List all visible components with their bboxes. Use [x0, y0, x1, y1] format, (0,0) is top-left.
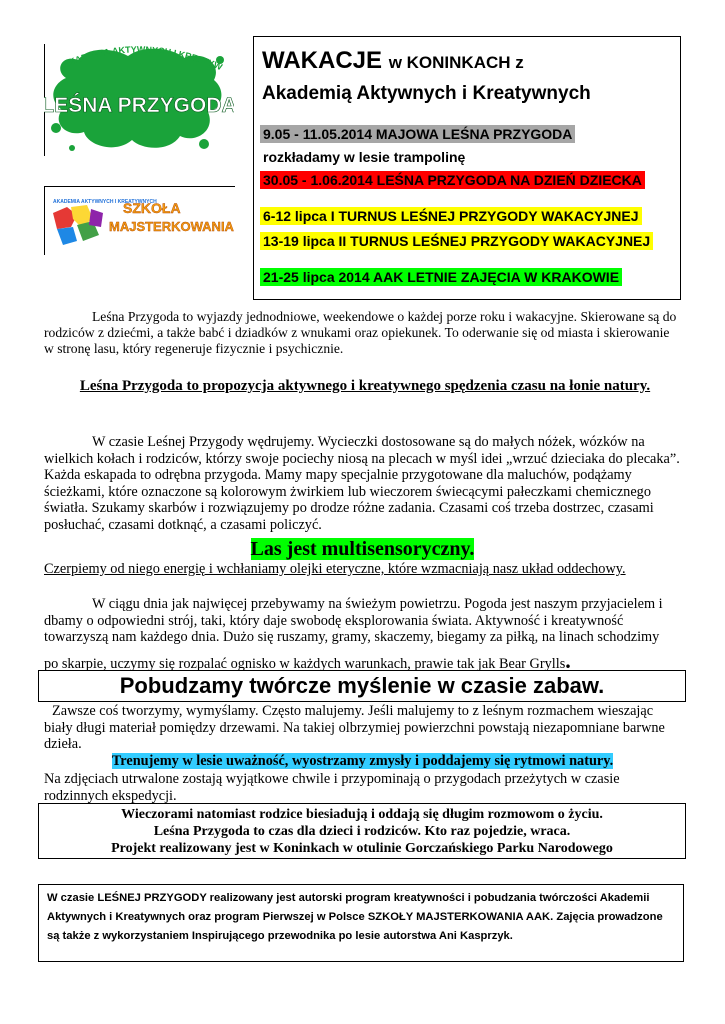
majsterkowania-text: MAJSTERKOWANIA [109, 219, 234, 234]
header-subtitle: Akademią Aktywnych i Kreatywnych [262, 83, 591, 104]
heading-multisensory [0, 538, 725, 560]
outdoor-dot: . [565, 648, 571, 673]
outdoor-last-line: po skarpie, uczymy się rozpalać ognisko w każdych warunkach, prawie tak jak Bear Grylls [44, 656, 566, 672]
header-box [253, 36, 681, 300]
event-turnus-1: 6-12 lipca I TURNUS LEŚNEJ PRZYGODY WAKACYJNEJ [260, 207, 642, 225]
footer-box: W czasie LEŚNEJ PRZYGODY realizowany jest autorski program kreatywności i pobudzania twórczości Akademii Aktywnych i Kreatywnych oraz program Pierwszej w Polsce SZKOŁY MAJSTERKOWANIA AAK. Zajęcia prowadzone są także z wykorzystaniem Inspirującego przewodnika po lesie autorstwa Ani Kasprzyk. [38, 884, 684, 962]
lesna-przygoda-logo [44, 40, 234, 160]
event-trampolina: rozkładamy w lesie trampolinę [263, 149, 466, 165]
event-turnus-2: 13-19 lipca II TURNUS LEŚNEJ PRZYGODY WAKACYJNEJ [260, 232, 653, 250]
logo-main-text: LEŚNA PRZYGODA [44, 94, 234, 117]
mindfulness-line [0, 753, 725, 770]
szkola-text: SZKOŁA [123, 200, 181, 216]
intro-paragraph: Leśna Przygoda to wyjazdy jednodniowe, weekendowe o każdej porze roku i wakacyjne. Skierowane są do rodziców z dziećmi, a także babć i dziadków z wnukami oraz opiekunek. To oderwanie się od miasta i skierowanie w stronę lasu, który regeneruje fizycznie i psychicznie. [44, 309, 677, 356]
energy-paragraph: Czerpiemy od niego energię i wchłaniamy olejki eteryczne, które wzmacniają nasz układ oddechowy. [44, 561, 626, 577]
summary-line-project: Projekt realizowany jest w Koninkach w otulinie Gorczańskiego Parku Narodowego [111, 841, 613, 856]
painting-paragraph: Zawsze coś tworzymy, wymyślamy. Często malujemy. Jeśli malujemy to z leśnym rozmachem wieszając biały długi materiał pomiędzy drzewami. Na takiej olbrzymiej powierzchni powstają niezapomniane barwne dzieła. [44, 703, 665, 752]
event-krakow: 21-25 lipca 2014 AAK LETNIE ZAJĘCIA W KRAKOWIE [260, 268, 622, 286]
header-title [262, 47, 524, 75]
heading-proposal: Leśna Przygoda to propozycja aktywnego i kreatywnego spędzenia czasu na łonie natury. [79, 378, 651, 394]
logo-top-text: AKADEMIA AKTYWNYCH I KREATYW [61, 44, 224, 73]
summary-line-evenings: Wieczorami natomiast rodzice biesiadują i oddają się długim rozmowom o życiu. [121, 807, 603, 822]
heading-creative-thinking: Pobudzamy twórcze myślenie w czasie zabaw. [38, 670, 686, 702]
szkola-majsterkowania-logo [44, 186, 235, 255]
title-wakacje: WAKACJE [262, 47, 383, 74]
wandering-paragraph: W czasie Leśnej Przygody wędrujemy. Wycieczki dostosowane są do małych nóżek, wózków na wielkich kołach i rodziców, którzy swoje pociechy niosą na plecach w myśl idei „wrzuć dzieciaka do plecaka”. Każda eskapada to odrębna przygoda. Mamy mapy specjalnie przygotowane dla maluchów, podążamy ścieżkami, które oznaczone są kolorowym żwirkiem lub wieczorem świecącymi pałeczkami chemicznego światła. Szukamy skarbów i rozwiązujemy po drodze różne zadania. Czasami coś trzeba dostrzec, czasami posłuchać, czasami dotknąć, a czasami policzyć. [44, 434, 680, 533]
event-dzien-dziecka: 30.05 - 1.06.2014 LEŚNA PRZYGODA NA DZIEŃ DZIECKA [260, 171, 645, 189]
szkola-small-text: AKADEMIA AKTYWNYCH I KREATYWNYCH [53, 199, 157, 205]
summary-line-time: Leśna Przygoda to czas dla dzieci i rodziców. Kto raz pojedzie, wraca. [153, 824, 571, 839]
summary-box [38, 803, 686, 859]
photos-paragraph: Na zdjęciach utrwalone zostają wyjątkowe chwile i przypominają o przygodach przeżytych w czasie rodzinnych ekspedycji. [44, 771, 620, 804]
title-location: w KONINKACH z [388, 53, 524, 72]
event-majowa: 9.05 - 11.05.2014 MAJOWA LEŚNA PRZYGODA [260, 125, 575, 143]
mindfulness-text: Trenujemy w lesie uważność, wyostrzamy zmysły i poddajemy się rytmowi natury. [111, 753, 614, 769]
heading-multisensory-text: Las jest multisensoryczny. [250, 538, 475, 560]
outdoor-paragraph: W ciągu dnia jak najwięcej przebywamy na świeżym powietrzu. Pogoda jest naszym przyjacielem i dbamy o odpowiedni strój, taki, który daje swobodę eksplorowania świata. Aktywność i kreatywność towarzyszą nam każdego dnia. Dużo się ruszamy, gramy, skaczemy, biegamy za piłką, na linach schodzimy [44, 596, 663, 645]
